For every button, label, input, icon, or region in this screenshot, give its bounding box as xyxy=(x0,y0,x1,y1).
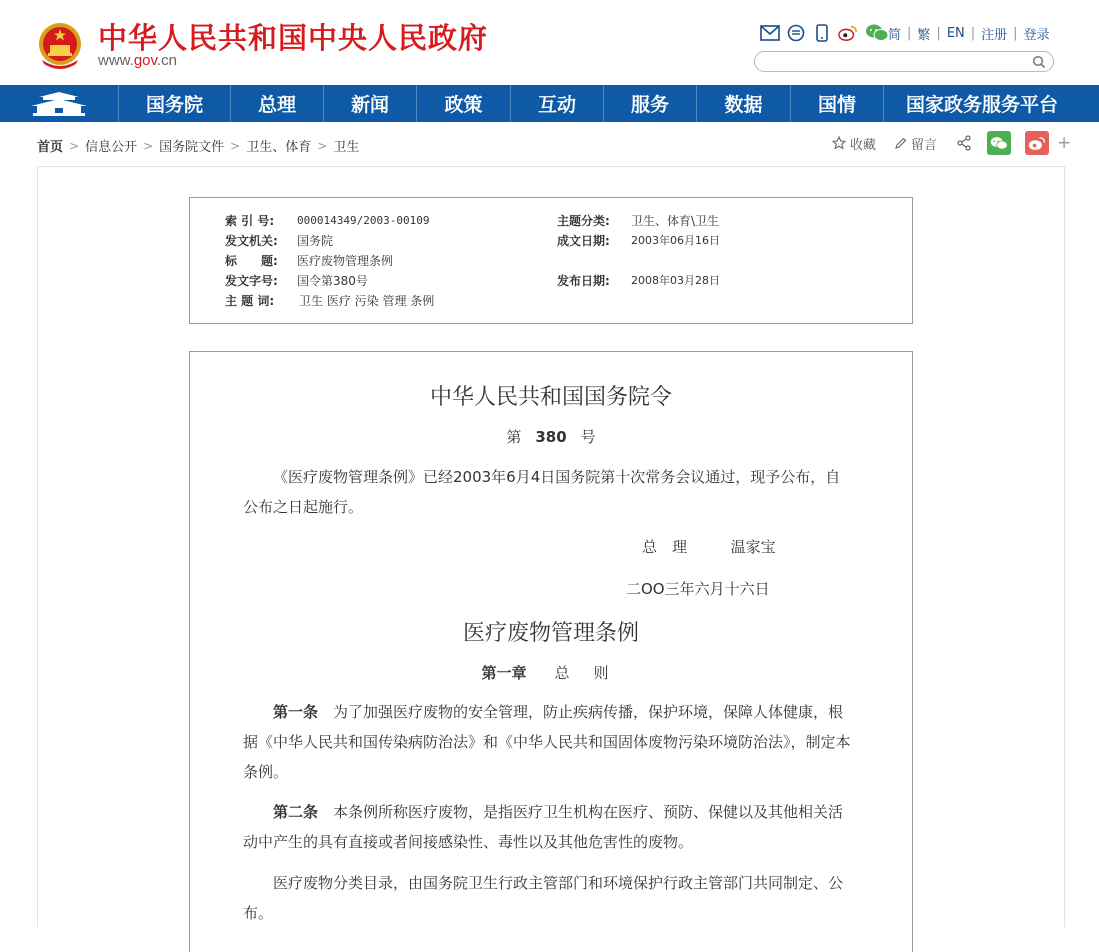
document-metadata-box xyxy=(189,197,913,324)
lang-traditional-link[interactable]: 繁 xyxy=(917,28,931,43)
star-icon xyxy=(832,136,846,150)
index-value: 000014349/2003-00109 xyxy=(297,213,430,227)
chapter-number: 第一章 xyxy=(481,664,527,682)
article-body xyxy=(189,351,913,952)
top-icon-bar xyxy=(760,22,896,44)
breadcrumb-health[interactable]: 卫生 xyxy=(333,140,360,155)
nav-services[interactable]: 服务 xyxy=(604,85,697,122)
breadcrumb-home[interactable]: 首页 xyxy=(37,140,64,155)
weibo-share-icon[interactable] xyxy=(1025,131,1049,155)
nav-state-council[interactable]: 国务院 xyxy=(119,85,231,122)
doc-number-value: 国令第380号 xyxy=(297,273,368,288)
national-emblem-icon[interactable] xyxy=(36,20,84,70)
comment-label: 留言 xyxy=(911,137,938,153)
decree-paragraph: 《医疗废物管理条例》已经2003年6月4日国务院第十次常务会议通过，现予公布，自公布之日起施行。 xyxy=(243,468,841,516)
chapter-word-1: 总 xyxy=(554,664,570,682)
wechat-share-icon[interactable] xyxy=(987,131,1011,155)
decree-number-value: 380 xyxy=(535,428,567,446)
article-2-label: 第二条 xyxy=(273,803,319,821)
main-nav xyxy=(0,85,1099,122)
wechat-icon[interactable] xyxy=(864,23,890,43)
tiananmen-icon[interactable] xyxy=(0,85,119,122)
login-link[interactable]: 登录 xyxy=(1023,28,1050,43)
table-row xyxy=(225,270,889,290)
nav-premier[interactable]: 总理 xyxy=(231,85,324,122)
published-date-label: 发布日期: xyxy=(557,273,610,288)
signature-line xyxy=(642,536,776,557)
lang-english-link[interactable]: EN xyxy=(946,26,965,41)
index-label: 索 引 号: xyxy=(225,213,275,228)
mobile-icon[interactable] xyxy=(812,23,832,43)
regulation-title: 医疗废物管理条例 xyxy=(462,621,639,646)
article-1 xyxy=(243,697,855,787)
favorite-button[interactable] xyxy=(832,134,876,153)
breadcrumb-health-sports[interactable]: 卫生、体育 xyxy=(246,140,312,155)
table-row xyxy=(225,250,889,270)
search-input[interactable] xyxy=(765,54,1029,73)
search-icon[interactable] xyxy=(1032,54,1046,73)
decree-title: 中华人民共和国国务院令 xyxy=(429,385,672,410)
signature-name: 温家宝 xyxy=(730,538,776,556)
table-row xyxy=(225,230,889,250)
message-icon[interactable] xyxy=(786,23,806,43)
decree-number-suffix: 号 xyxy=(580,428,596,446)
site-header xyxy=(0,0,1099,85)
table-row xyxy=(225,210,889,230)
page-tools xyxy=(832,131,1071,155)
chevron-right-icon: > xyxy=(69,138,80,153)
issuer-value: 国务院 xyxy=(297,233,334,248)
metadata-table xyxy=(225,210,889,310)
chevron-right-icon: > xyxy=(143,138,154,153)
title-value: 医疗废物管理条例 xyxy=(297,253,394,268)
written-date-value: 2003年06月16日 xyxy=(631,234,720,247)
site-title[interactable]: 中华人民共和国中央人民政府 xyxy=(98,21,489,55)
url-gov: gov xyxy=(133,52,157,69)
keywords-value: 卫生 医疗 污染 管理 条例 xyxy=(299,293,435,308)
weibo-icon[interactable] xyxy=(838,23,858,43)
article-1-label: 第一条 xyxy=(273,703,319,721)
keywords-label: 主 题 词: xyxy=(225,293,275,308)
breadcrumb-info-public[interactable]: 信息公开 xyxy=(85,140,138,155)
issuer-label: 发文机关: xyxy=(225,233,278,248)
table-row xyxy=(225,290,889,310)
favorite-label: 收藏 xyxy=(850,137,877,153)
lang-links: 简 | 繁 | EN | 注册 | 登录 xyxy=(888,26,1050,43)
nav-data[interactable]: 数据 xyxy=(697,85,791,122)
signature-role: 总 理 xyxy=(642,538,688,556)
search-box xyxy=(754,51,1054,72)
article-1-text: 为了加强医疗废物的安全管理，防止疾病传播，保护环境，保障人体健康，根据《中华人民共和国传染病防治法》和《中华人民共和国固体废物污染环境防治法》，制定本条例。 xyxy=(243,703,851,781)
breadcrumb xyxy=(37,136,359,155)
chapter-word-2: 则 xyxy=(593,664,609,682)
signature-date: 二OO三年六月十六日 xyxy=(626,580,770,598)
article-2-text: 本条例所称医疗废物，是指医疗卫生机构在医疗、预防、保健以及其他相关活动中产生的具有直接或者间接感染性、毒性以及其他危害性的废物。 xyxy=(243,803,844,851)
title-label: 标 题: xyxy=(225,253,278,268)
nav-policy[interactable]: 政策 xyxy=(417,85,511,122)
doc-number-label: 发文字号: xyxy=(225,273,278,288)
register-link[interactable]: 注册 xyxy=(981,28,1008,43)
comment-button[interactable] xyxy=(894,134,937,153)
chevron-right-icon: > xyxy=(230,138,241,153)
share-icon[interactable] xyxy=(955,131,973,155)
add-more-icon[interactable]: + xyxy=(1057,133,1072,153)
pencil-icon xyxy=(894,137,907,150)
url-prefix: www. xyxy=(98,52,134,69)
chapter-heading xyxy=(190,662,912,683)
url-suffix: .cn xyxy=(156,52,177,69)
nav-national-info[interactable]: 国情 xyxy=(791,85,884,122)
category-value: 卫生、体育\卫生 xyxy=(631,213,720,228)
site-url[interactable] xyxy=(98,52,177,69)
breadcrumb-state-council-docs[interactable]: 国务院文件 xyxy=(159,140,225,155)
nav-news[interactable]: 新闻 xyxy=(324,85,417,122)
article-2 xyxy=(243,797,855,857)
nav-gov-service-platform[interactable]: 国家政务服务平台 xyxy=(905,94,1058,116)
decree-number-prefix: 第 xyxy=(506,428,522,446)
nav-interaction[interactable]: 互动 xyxy=(511,85,604,122)
published-date-value: 2008年03月28日 xyxy=(631,274,720,287)
mail-icon[interactable] xyxy=(760,23,780,43)
chevron-right-icon: > xyxy=(317,138,328,153)
article-2-paragraph-2: 医疗废物分类目录，由国务院卫生行政主管部门和环境保护行政主管部门共同制定、公布。 xyxy=(243,874,844,922)
lang-simplified-link[interactable]: 简 xyxy=(888,28,902,43)
decree-number xyxy=(190,426,912,447)
category-label: 主题分类: xyxy=(557,213,610,228)
written-date-label: 成文日期: xyxy=(557,233,610,248)
